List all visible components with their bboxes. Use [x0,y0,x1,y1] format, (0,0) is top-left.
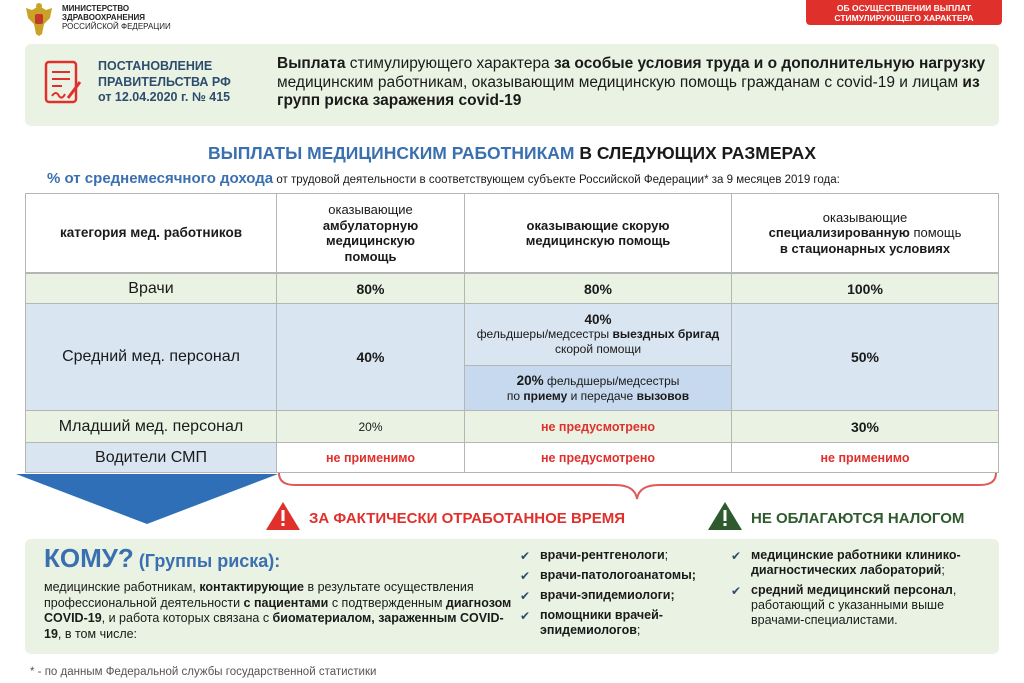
who-title: КОМУ? [44,543,134,573]
list-item [731,548,996,578]
row-doctors-ambulatory [276,273,465,304]
list-item [731,583,996,628]
decree-t1: Выплата [277,55,346,72]
who-p6: диагнозом COVID-19 [44,595,512,625]
list-item [520,588,730,603]
risk-groups-title [44,543,280,574]
check-icon: ✔ [731,584,742,598]
row-mid-staff-label [25,303,277,411]
list1-0-b: врачи-рентгенологи [540,548,665,562]
r2-label: Средний мед. персонал [62,348,240,365]
r2-c2b-pct: 20% [516,372,544,388]
r2-c2b-t1: фельдшеры/медсестры [543,373,680,388]
section-subtitle [47,170,840,187]
row-junior-staff-ambulatory [276,410,465,443]
r2-c2a-pct: 40% [584,312,612,327]
check-icon: ✔ [520,569,531,583]
who-p5: с подтвержденным [328,595,446,610]
section-title-dark: В СЛЕДУЮЩИХ РАЗМЕРАХ [574,143,816,163]
warning-green-icon [707,501,743,531]
list-item [520,608,730,638]
section-title-blue: ВЫПЛАТЫ МЕДИЦИНСКИМ РАБОТНИКАМ [208,143,575,163]
row-mid-staff-inpatient [731,303,999,411]
r4-c3: не применимо [820,450,910,465]
r1-c1: 80% [356,280,385,297]
col3-a: оказывающие [822,209,908,225]
row-drivers-emergency [464,442,732,473]
decree-t4: медицинским работникам, оказывающим медицинскую помощь гражданам с covid-19 и лицам [277,73,963,91]
list1-2-b: врачи-эпидемиологи; [540,588,675,602]
r3-label: Младший мед. персонал [58,417,244,435]
risk-groups-description [44,580,514,642]
list1-3-b: помощники врачей-эпидемиологов [540,608,663,637]
list-item [520,568,730,583]
who-p8: биоматериалом, зараженным COVID-19 [44,611,504,641]
r2-c2b-t5: вызовов [636,388,690,403]
who-p4: с пациентами [243,595,329,610]
ministry-name [62,4,171,31]
who-p7: , и работа которых связана с [101,611,273,625]
tag-line-1: ОБ ОСУЩЕСТВЛЕНИИ ВЫПЛАТ [836,3,972,13]
subtitle-rest: от трудовой деятельности в соответствующем субъекте Российской Федерации* за 9 месяцев 2019 года: [273,174,840,186]
row-mid-staff-emergency-dispatch [464,365,732,411]
risk-list-right [731,548,996,633]
row-drivers-label [25,442,277,473]
decree-line-1: ПОСТАНОВЛЕНИЕ [98,59,213,73]
col1-a: оказывающие [328,202,413,217]
who-p3: в результате осуществления профессиональной деятельности [44,580,474,610]
col3-bc [769,225,962,241]
r3-c2: не предусмотрено [540,419,656,434]
row-doctors-inpatient [731,273,999,304]
decree-line-3: от 12.04.2020 г. № 415 [98,90,231,104]
decree-t2: стимулирующего характера [345,55,554,72]
r2-c2a-t3: скорой помощи [554,342,642,356]
coat-of-arms-icon [22,2,56,38]
r2-c2b-t3: приему [523,388,568,403]
section-title [0,143,1024,164]
list2-1-b: медицинские работники клинико-диагностических лабораторий [751,548,961,577]
r2-c2b-line2 [507,389,689,404]
row-doctors-emergency [464,273,732,304]
r4-c2: не предусмотрено [540,450,656,465]
decree-t3: за особые условия труда и о дополнительную нагрузку [554,55,986,72]
warning-red-icon [265,501,301,531]
r4-c1: не применимо [326,450,415,465]
r1-c2: 80% [583,280,613,297]
r2-c2a-t2: выездных бригад [612,327,720,341]
document-signature-icon [44,60,82,106]
who-p9: , в том числе: [57,626,138,641]
ministry-line-3: РОССИЙСКОЙ ФЕДЕРАЦИИ [62,22,171,31]
decree-reference [98,59,231,106]
decree-line-2: ПРАВИТЕЛЬСТВА РФ [98,74,231,89]
col-header-ambulatory [276,193,465,273]
r3-c3: 30% [850,418,880,435]
r2-c2b-t2: по [506,388,524,403]
decree-t5: из групп риска заражения covid-19 [277,73,980,109]
row-junior-staff-label [25,410,277,443]
who-p1: медицинские работникам, [44,580,200,594]
down-arrow-icon [16,474,278,524]
row-junior-staff-emergency [464,410,732,443]
tag-line-2: СТИМУЛИРУЮЩЕГО ХАРАКТЕРА [834,13,974,23]
r2-c2a-t1: фельдшеры/медсестры [476,327,613,341]
row-doctors-label [25,273,277,304]
col2-a: оказывающие скорую [526,217,670,233]
decree-summary [277,55,989,111]
check-icon: ✔ [520,549,531,563]
col3-b: специализированную [768,225,910,241]
tax-free-notice: НЕ ОБЛАГАЮТСЯ НАЛОГОМ [751,510,965,527]
col1-b: амбулаторную медицинскую помощь [322,217,419,264]
r2-c1: 40% [356,349,385,365]
list1-0-n: ; [664,548,669,562]
r4-label: Водители СМП [95,448,207,466]
list2-2-n: , работающий с указанными выше врачами-специалистами. [751,583,957,627]
list1-1-b: врачи-патологоанатомы; [540,568,696,582]
footnote: * - по данным Федеральной службы государственной статистики [30,666,377,678]
col3-d: в стационарных условиях [779,240,951,256]
ministry-line-1: МИНИСТЕРСТВО [62,4,130,13]
bracket-decoration [275,473,1000,501]
row-drivers-inpatient [731,442,999,473]
col2-b: медицинскую помощь [525,233,671,248]
risk-list-left [520,548,730,643]
col3-c: помощь [909,225,962,241]
row-mid-staff-ambulatory [276,303,465,411]
r1-c3: 100% [847,280,883,297]
row-drivers-ambulatory [276,442,465,473]
r2-c3: 50% [850,349,880,365]
check-icon: ✔ [520,589,531,603]
r3-c1: 20% [358,419,383,434]
who-p2: контактирующие [199,580,305,594]
r2-c2b-t4: и передаче [567,388,637,403]
ministry-line-2: ЗДРАВООХРАНЕНИЯ [62,13,145,22]
col-header-inpatient [731,193,999,273]
who-subtitle: (Группы риска): [133,551,281,571]
row-junior-staff-inpatient [731,410,999,443]
payments-table [25,193,999,473]
row-mid-staff-emergency-field [464,303,732,366]
r1-label: Врачи [128,279,174,297]
subtitle-pct: % от среднемесячного дохода [47,170,274,187]
list2-1-n: ; [941,563,945,577]
col-header-emergency [464,193,732,273]
r2-c2a-text [465,327,731,357]
col0-label: категория мед. работников [59,225,242,241]
list-item [520,548,730,563]
topic-tag [806,0,1002,25]
list2-2-b: средний медицинский персонал [751,583,953,597]
list1-3-n: ; [636,623,641,637]
check-icon: ✔ [731,549,742,563]
worked-time-notice: ЗА ФАКТИЧЕСКИ ОТРАБОТАННОЕ ВРЕМЯ [309,510,626,527]
col-header-category [25,193,277,273]
r2-c2b-line1 [517,373,680,389]
check-icon: ✔ [520,609,531,623]
